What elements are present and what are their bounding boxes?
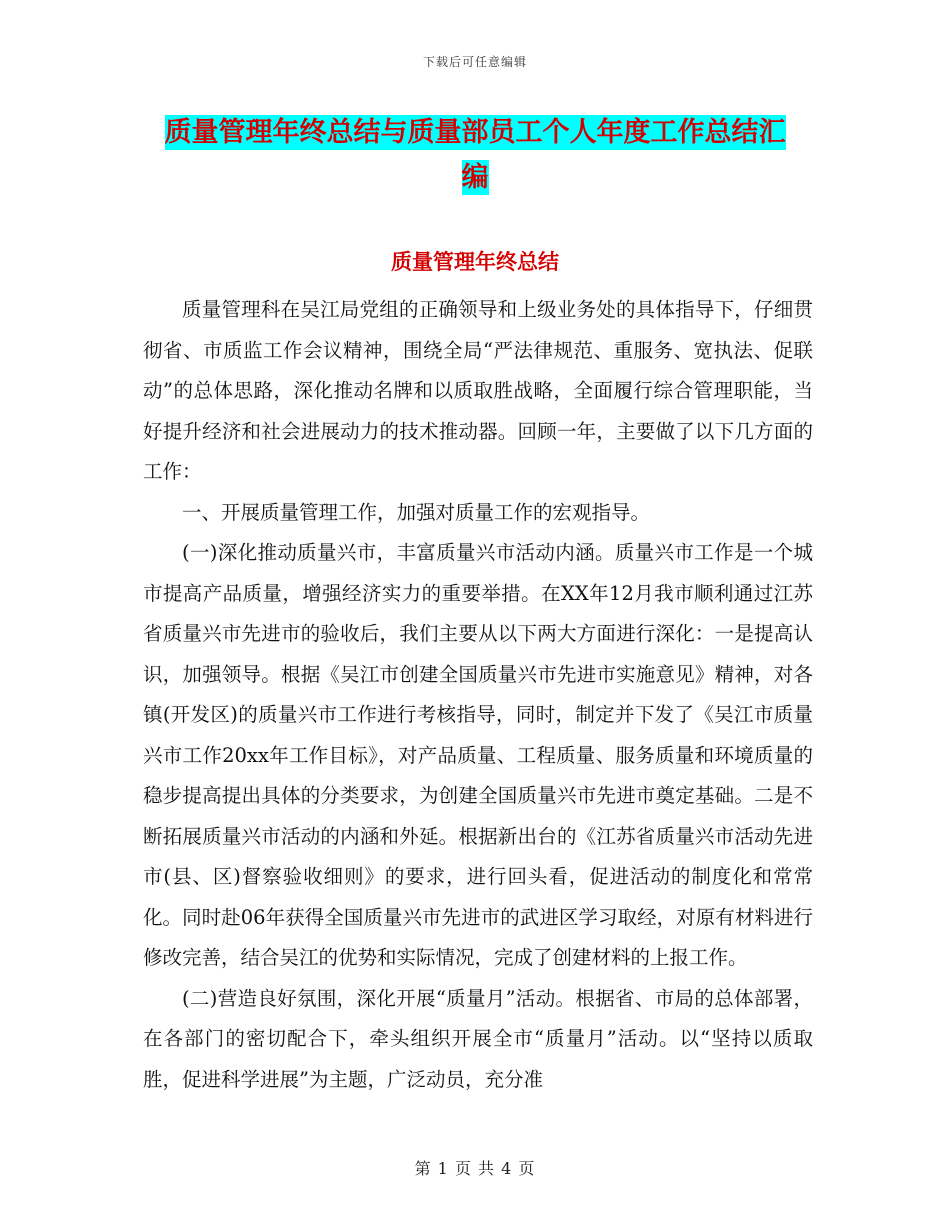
page-number-footer: 第 1 页 共 4 页 — [414, 1159, 536, 1178]
main-title-line-2: 编 — [461, 162, 489, 193]
paragraph-section-2: (二)营造良好氛围，深化开展“质量月”活动。根据省、市局的总体部署，在各部门的密切配合下，牵头组织开展全市“质量月”活动。以“坚持以质取胜，促进科学进展”为主题，广泛动员，充分准 — [143, 986, 813, 1091]
paragraph-section-1: (一)深化推动质量兴市，丰富质量兴市活动内涵。质量兴市工作是一个城市提高产品质量，增强经济实力的重要举措。在XX年12月我市顺利通过江苏省质量兴市先进市的验收后，我们主要从以下两大方面进行深化：一是提高认识，加强领导。根据《吴江市创建全国质量兴市先进市实施意见》精神，对各镇(开发区)的质量兴市工作进行考核指导，同时，制定并下发了《吴江市质量兴市工作20xx年工作目标》，对产品质量、工程质量、服务质量和环境质量的稳步提高提出具体的分类要求，为创建全国质量兴市先进市奠定基础。二是不断拓展质量兴市活动的内涵和外延。根据新出台的《江苏省质量兴市活动先进市(县、区)督察验收细则》的要求，进行回头看，促进活动的制度化和常常化。同时赴06年获得全国质量兴市先进市的武进区学习取经，对原有材料进行修改完善，结合吴江的优势和实际情况，完成了创建材料的上报工作。 — [143, 541, 813, 969]
main-title-line-1: 质量管理年终总结与质量部员工个人年度工作总结汇 — [164, 117, 786, 148]
paragraph-intro: 质量管理科在吴江局党组的正确领导和上级业务处的具体指导下，仔细贯彻省、市质监工作会议精神，围绕全局“严法律规范、重服务、宽执法、促联动”的总体思路，深化推动名牌和以质取胜战略，全面履行综合管理职能，当好提升经济和社会进展动力的技术推动器。回顾一年，主要做了以下几方面的工作： — [143, 298, 813, 483]
paragraph-heading-1: 一、开展质量管理工作，加强对质量工作的宏观指导。 — [182, 500, 651, 524]
header-note: 下载后可任意编辑 — [422, 55, 527, 69]
document-main-title — [140, 110, 810, 200]
document-body — [143, 290, 813, 1100]
section-title: 质量管理年终总结 — [391, 250, 559, 274]
